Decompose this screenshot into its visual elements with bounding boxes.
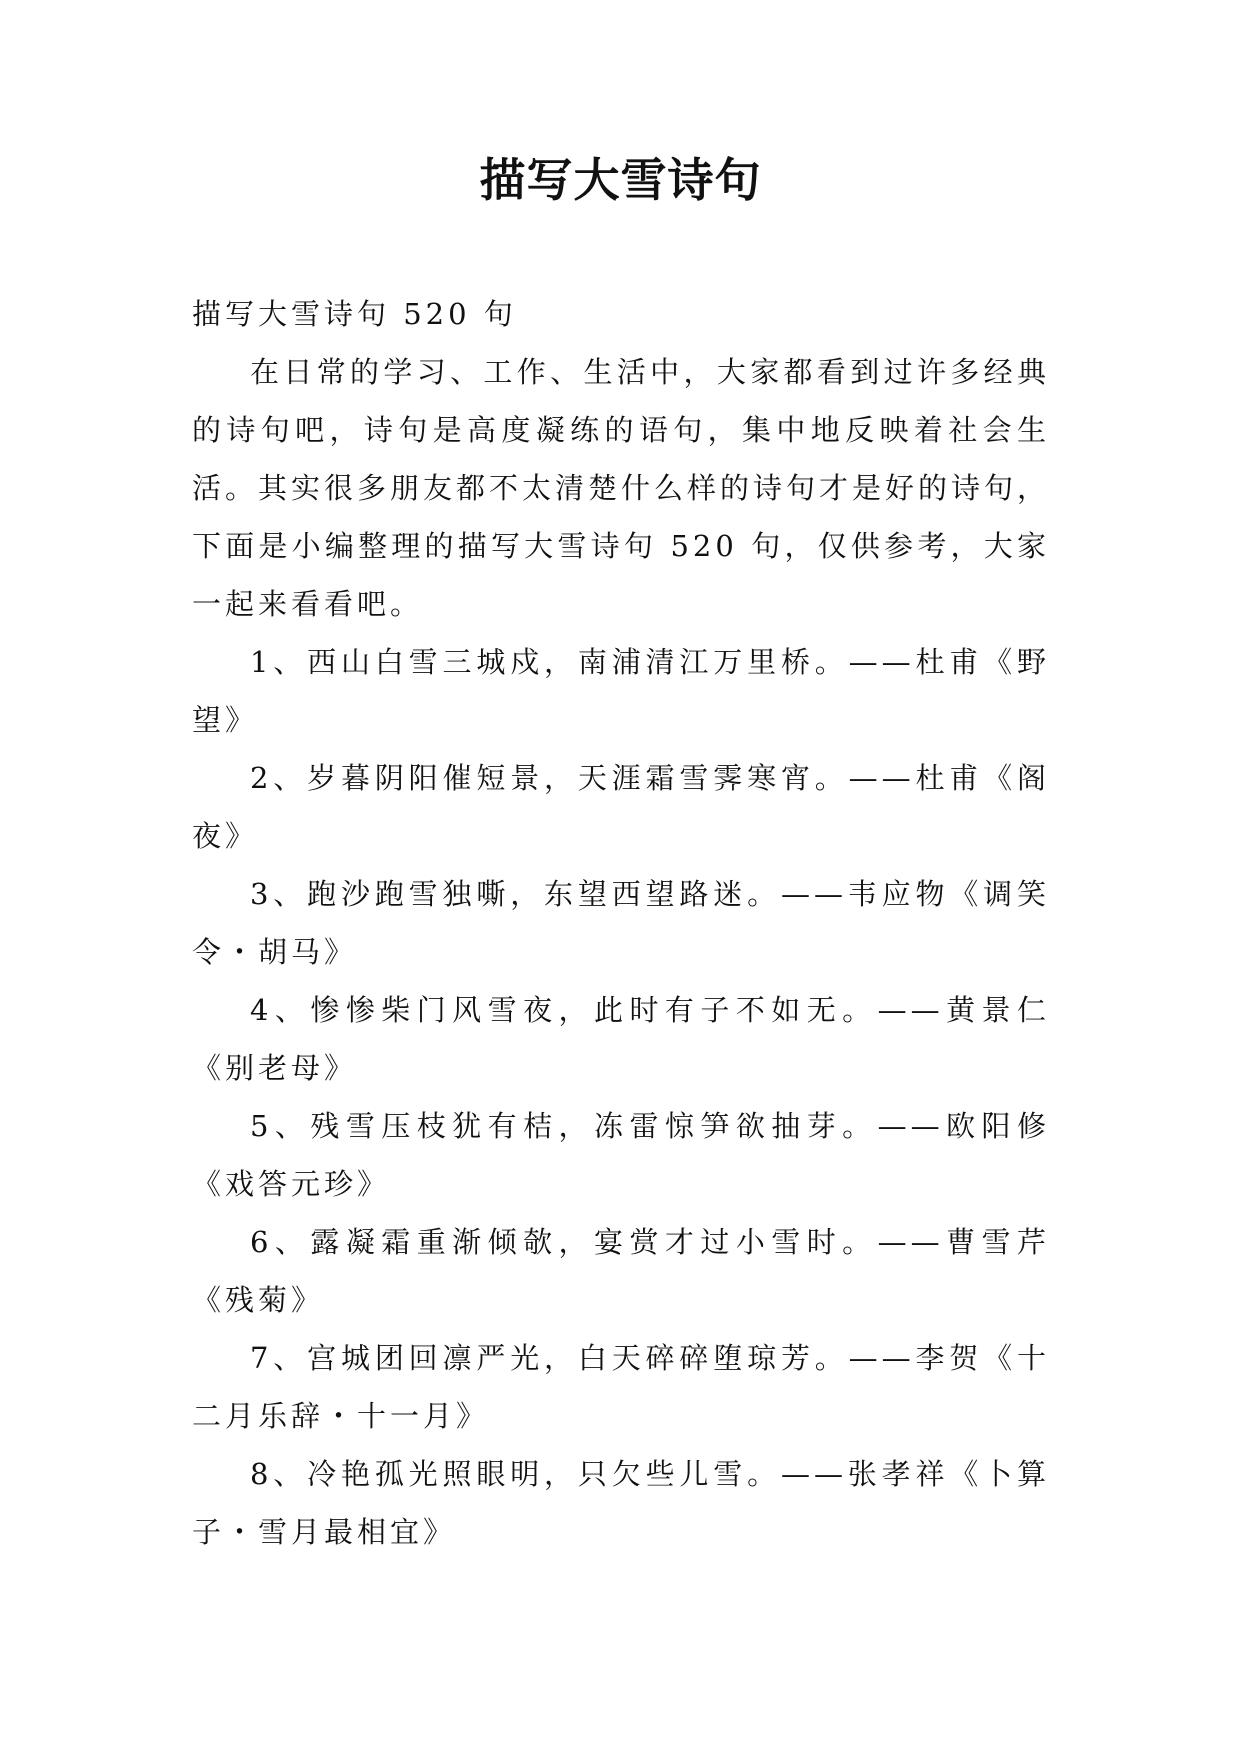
poem-item-2: 2、岁暮阴阳催短景，天涯霜雪霁寒宵。——杜甫《阁夜》 <box>192 761 1050 853</box>
document-body <box>192 285 1050 1561</box>
document-title: 描写大雪诗句 <box>479 153 762 207</box>
poem-item-3: 3、跑沙跑雪独嘶，东望西望路迷。——韦应物《调笑令・胡马》 <box>192 877 1050 969</box>
poem-item-1: 1、西山白雪三城戍，南浦清江万里桥。——杜甫《野望》 <box>192 645 1050 737</box>
document-subtitle: 描写大雪诗句 520 句 <box>192 297 517 331</box>
poem-item-7: 7、宫城团回凛严光，白天碎碎堕琼芳。——李贺《十二月乐辞・十一月》 <box>192 1341 1050 1433</box>
poem-item-8: 8、冷艳孤光照眼明，只欠些儿雪。——张孝祥《卜算子・雪月最相宜》 <box>192 1457 1050 1549</box>
poem-item-5: 5、残雪压枝犹有桔，冻雷惊笋欲抽芽。——欧阳修《戏答元珍》 <box>192 1109 1050 1201</box>
poem-item-4: 4、惨惨柴门风雪夜，此时有子不如无。——黄景仁《别老母》 <box>192 993 1050 1085</box>
intro-paragraph: 在日常的学习、工作、生活中，大家都看到过许多经典的诗句吧，诗句是高度凝练的语句，集中地反映着社会生活。其实很多朋友都不太清楚什么样的诗句才是好的诗句，下面是小编整理的描写大雪诗句 520 句，仅供参考，大家一起来看看吧。 <box>192 355 1051 621</box>
poem-item-6: 6、露凝霜重渐倾欹，宴赏才过小雪时。——曹雪芹《残菊》 <box>192 1225 1050 1317</box>
